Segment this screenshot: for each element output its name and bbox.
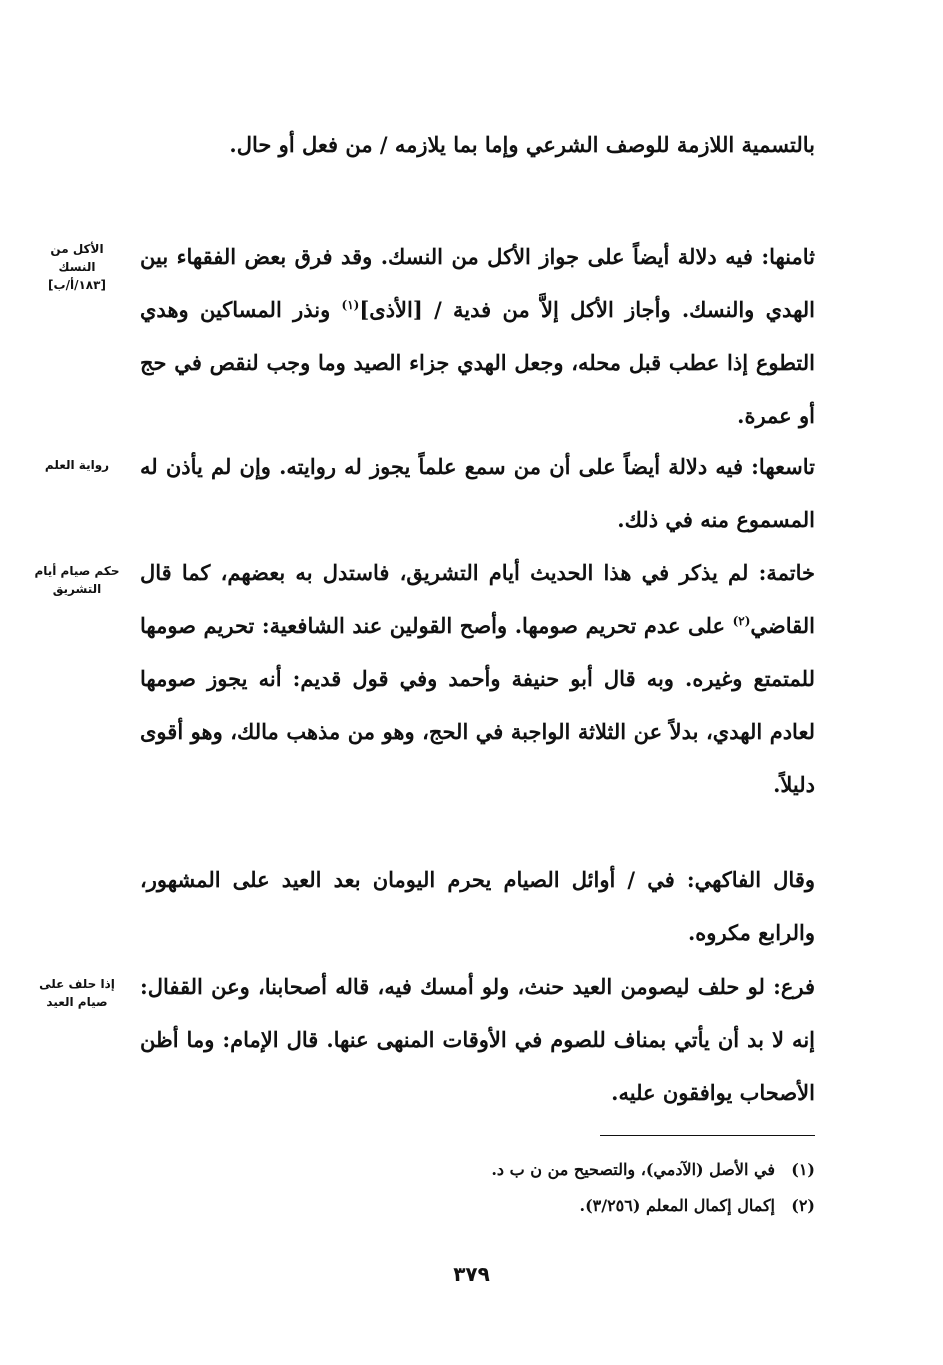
margin-note-3-line-1: حكم صيام أيام: [34, 564, 120, 578]
paragraph-5-text: وقال الفاكهي: في / أوائل الصيام يحرم اليومان بعد العيد على المشهور، والرابع مكروه.: [140, 867, 815, 945]
paragraph-2-text: فيه دلالة أيضاً على جواز الأكل من النسك. وقد فرق بعض الفقهاء بين الهدي والنسك. وأجاز الأكل إلاَّ من فدية / [الأذى]: [140, 244, 815, 322]
paragraph-2: [140, 230, 815, 442]
margin-note-tashreeq-fasting: [22, 562, 132, 598]
margin-note-3-line-2: التشريق: [52, 582, 102, 596]
footnote-2-number: (٢): [791, 1196, 815, 1215]
margin-note-oath-fasting-eid: [22, 975, 132, 1011]
paragraph-5: [140, 853, 815, 959]
footnotes: [330, 1152, 815, 1224]
paragraph-2-tail: ونذر المساكين وهدي التطوع إذا عطب قبل محله، وجعل الهدي جزاء الصيد وما وجب لنقص في حج أو عمرة.: [140, 297, 815, 428]
footnote-1-number: (١): [791, 1160, 815, 1179]
margin-note-4-line-1: إذا حلف على: [39, 977, 115, 991]
paragraph-3: [140, 440, 815, 546]
paragraph-2-lead: ثامنها:: [752, 244, 815, 269]
footnote-ref-1: (١): [341, 298, 360, 312]
paragraph-4-tail: على عدم تحريم صومها. وأصح القولين عند الشافعية: تحريم صومها للمتمتع وغيره. وبه قال أبو حنيفة وأحمد وفي قول قديم: أنه يجوز صومها لعادم الهدي، بدلاً عن الثلاثة الواجبة في الحج، وهو من مذهب مالك، وهو أقوى دليلاً.: [140, 613, 815, 797]
paragraph-3-text: فيه دلالة أيضاً على أن من سمع علماً يجوز له روايته. وإن لم يأذن له المسموع منه في ذلك.: [140, 454, 815, 532]
footnote-1-text: في الأصل (الآدمي)، والتصحيح من ن ب د.: [491, 1160, 775, 1179]
margin-note-narrating-knowledge: [22, 456, 132, 474]
margin-note-2-line-1: رواية العلم: [44, 458, 110, 472]
footnote-separator: [600, 1135, 815, 1136]
footnote-2-text: إكمال إكمال المعلم (٣/٢٥٦).: [579, 1196, 775, 1215]
margin-note-1-line-1: الأكل من: [50, 242, 104, 256]
margin-note-4-line-2: صيام العيد: [46, 995, 108, 1009]
paragraph-4-text: لم يذكر في هذا الحديث أيام التشريق، فاستدل به بعضهم، كما قال القاضي: [140, 560, 815, 638]
paragraph-1-text: بالتسمية اللازمة للوصف الشرعي وإما بما يلازمه / من فعل أو حال.: [229, 132, 815, 157]
page-number: ٣٧٩: [453, 1262, 490, 1286]
footnote-2: [330, 1188, 815, 1224]
paragraph-6: [140, 960, 815, 1119]
paragraph-4: [140, 546, 815, 811]
footnote-ref-2: (٢): [732, 614, 751, 628]
paragraph-4-lead: خاتمة:: [748, 560, 815, 585]
paragraph-1: [140, 118, 815, 171]
paragraph-6-text: فرع: لو حلف ليصومن العيد حنث، ولو أمسك فيه، قاله أصحابنا، وعن القفال: إنه لا بد أن يأتي بمناف للصوم في الأوقات المنهى عنها. قال الإمام: وما أظن الأصحاب يوافقون عليه.: [140, 974, 815, 1105]
margin-note-1-line-2: النسك: [58, 260, 96, 274]
footnote-1: [330, 1152, 815, 1188]
margin-note-eating-from-sacrifice: [22, 240, 132, 294]
margin-note-1-ref: [١٨٣/أ/ب]: [48, 278, 106, 292]
paragraph-3-lead: تاسعها:: [743, 454, 815, 479]
